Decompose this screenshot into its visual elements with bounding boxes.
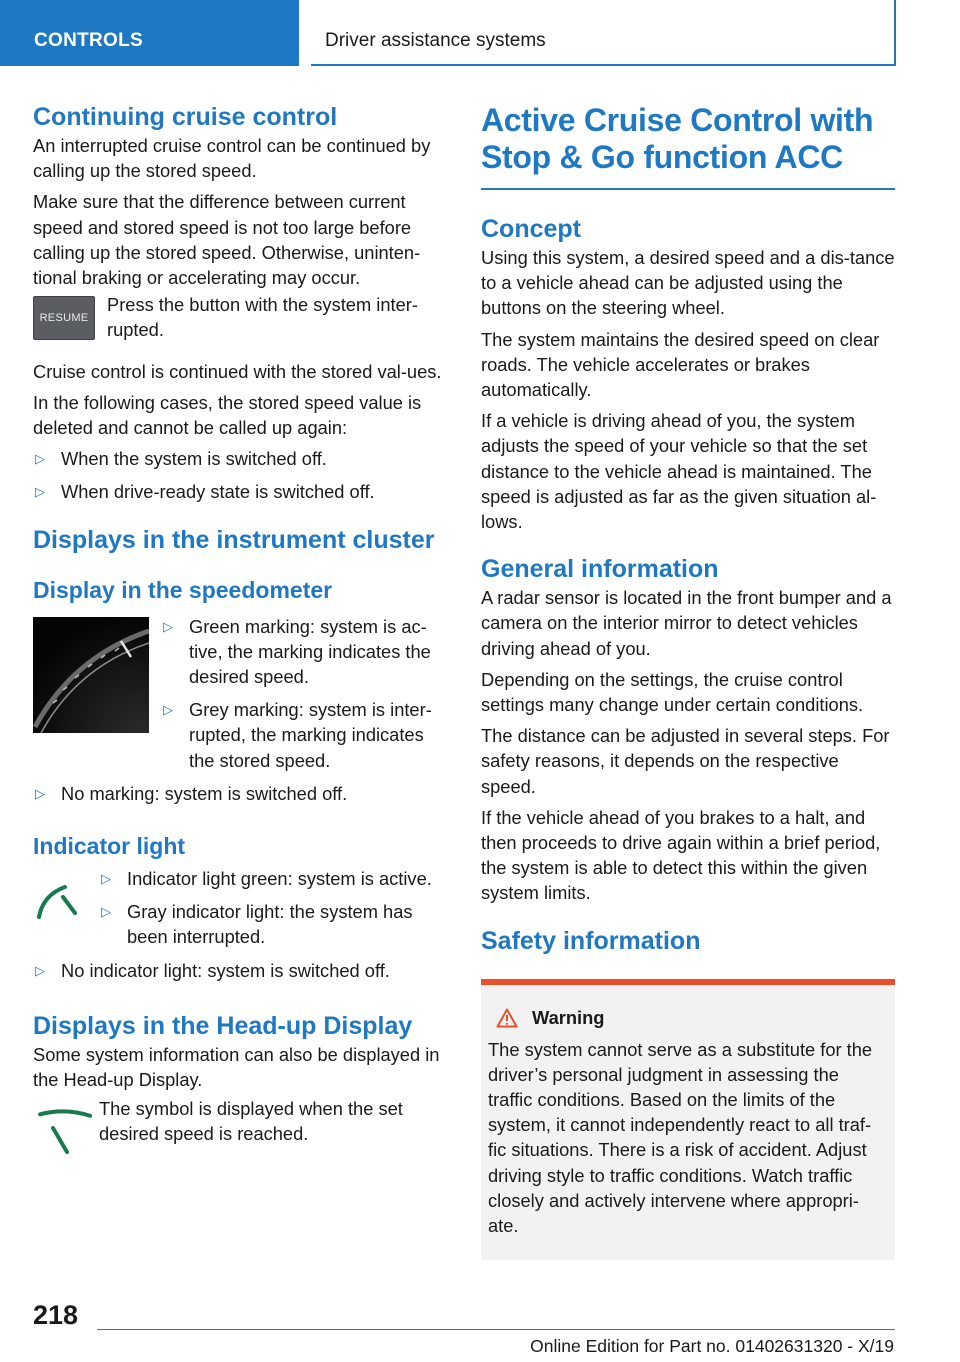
- footer-divider: [97, 1329, 895, 1330]
- list-item: ▷ No marking: system is switched off.: [33, 781, 443, 806]
- footer-edition: Online Edition for Part no. 01402631320 - X/19: [530, 1336, 894, 1356]
- list-item: ▷ No indicator light: system is switched off.: [33, 958, 443, 983]
- bullet-triangle-icon: ▷: [35, 785, 45, 801]
- continuing-p1: An interrupted cruise control can be continued by calling up the stored speed.: [33, 135, 431, 182]
- header-chapter-label: Driver assistance systems: [325, 30, 546, 51]
- list-item: ▷ When the system is switched off.: [33, 446, 443, 471]
- indicator-light-title: Indicator light: [33, 833, 186, 860]
- indicator-bullet-list: [99, 866, 443, 958]
- warning-label: Warning: [532, 1006, 605, 1028]
- warning-text: The system cannot serve as a substitute for the driver’s personal judgment in assessing the traffic conditions. Based on the limits of the system, it cannot independently react to all traf-fic situations. There is a risk of accident. Adjust driving style to traffic conditions. Watch traffic closely and actively intervene where appropri-ate.: [488, 1038, 873, 1237]
- page-number: 218: [33, 1300, 79, 1330]
- warning-triangle-icon: [496, 1008, 518, 1028]
- left-column: [33, 102, 443, 1158]
- list-item: ▷ Indicator light green: system is active.: [99, 866, 443, 891]
- speedometer-display-image: [33, 617, 149, 733]
- bullet-triangle-icon: ▷: [101, 871, 111, 887]
- bullet-triangle-icon: ▷: [163, 618, 173, 634]
- speedometer-bullet-list-tail: [33, 781, 443, 806]
- header-section-label: CONTROLS: [34, 30, 144, 51]
- warning-box: [481, 979, 895, 1261]
- general-p1: A radar sensor is located in the front bumper and a camera on the interior mirror to detect vehicles driving ahead of you.: [481, 587, 892, 659]
- continuing-cruise-title: Continuing cruise control: [33, 103, 338, 131]
- displays-cluster-title: Displays in the instrument cluster: [33, 525, 435, 554]
- general-p4: If the vehicle ahead of you brakes to a halt, and then proceeds to drive again within a brief period, the system is able to detect this within the given system limits.: [481, 806, 881, 904]
- concept-p2: The system maintains the desired speed on clear roads. The vehicle accelerates or brakes automatically.: [481, 328, 880, 401]
- continuing-p4: In the following cases, the stored speed value is deleted and cannot be called up again:: [33, 391, 422, 439]
- list-item: ▷ Grey marking: system is inter-rupted, the marking indicates the stored speed.: [163, 699, 432, 771]
- speedometer-row: [33, 617, 443, 781]
- continuing-p2: Make sure that the difference between current speed and stored speed is not too large before calling up the stored speed. Otherwise, uninten-tional braking or accelerating may occur.: [33, 191, 421, 289]
- hud-p1: Some system information can also be displayed in the Head-up Display.: [33, 1043, 440, 1091]
- indicator-bullet-list-tail: [33, 958, 443, 983]
- list-item: ▷ Gray indicator light: the system has been interrupted.: [101, 901, 413, 948]
- continuing-bullet-list: [33, 446, 443, 504]
- hud-symbol-row: [33, 1098, 443, 1158]
- hud-symbol-text: The symbol is displayed when the set desired speed is reached.: [99, 1098, 403, 1145]
- speedometer-bullet-list: [161, 614, 443, 781]
- concept-title: Concept: [481, 215, 581, 243]
- header-chapter-tab: [311, 0, 896, 66]
- acc-main-title: Active Cruise Control with Stop & Go function ACC: [481, 102, 874, 175]
- bullet-triangle-icon: ▷: [35, 484, 45, 500]
- resume-row: [33, 296, 443, 348]
- indicator-row: [33, 869, 443, 958]
- right-column: [481, 102, 895, 1260]
- hud-symbol-icon: [33, 1098, 99, 1158]
- header-section-tab: [0, 0, 299, 66]
- resume-press-text: Press the button with the system inter-rupted.: [107, 294, 418, 341]
- list-item: ▷ Green marking: system is ac-tive, the marking indicates the desired speed.: [163, 615, 431, 688]
- list-item: ▷ When drive-ready state is switched off.: [33, 479, 443, 504]
- concept-p3: If a vehicle is driving ahead of you, the system adjusts the speed of your vehicle so that the set distance to the vehicle ahead is maintained. The speed is adjusted as far as the given situation al-lows.: [481, 410, 877, 533]
- continuing-p3: Cruise control is continued with the stored val-ues.: [33, 360, 442, 382]
- bullet-triangle-icon: ▷: [163, 702, 173, 718]
- concept-p1: Using this system, a desired speed and a dis-tance to a vehicle ahead can be adjusted using the buttons on the steering wheel.: [481, 247, 895, 319]
- bullet-triangle-icon: ▷: [101, 904, 111, 920]
- speedometer-title: Display in the speedometer: [33, 576, 333, 603]
- general-info-title: General information: [481, 555, 719, 584]
- speedometer-arc-graphic: [33, 617, 149, 733]
- resume-button-image: RESUME: [33, 296, 95, 340]
- general-p3: The distance can be adjusted in several steps. For safety reasons, it depends on the respective speed.: [481, 725, 890, 797]
- general-p2: Depending on the settings, the cruise control settings many change under certain conditions.: [481, 668, 864, 716]
- warning-heading: [488, 1007, 887, 1029]
- bullet-triangle-icon: ▷: [35, 451, 45, 467]
- cruise-indicator-icon: [33, 869, 99, 929]
- safety-info-title: Safety information: [481, 926, 701, 955]
- hud-title: Displays in the Head-up Display: [33, 1011, 413, 1040]
- title-divider: [481, 188, 895, 190]
- bullet-triangle-icon: ▷: [35, 962, 45, 978]
